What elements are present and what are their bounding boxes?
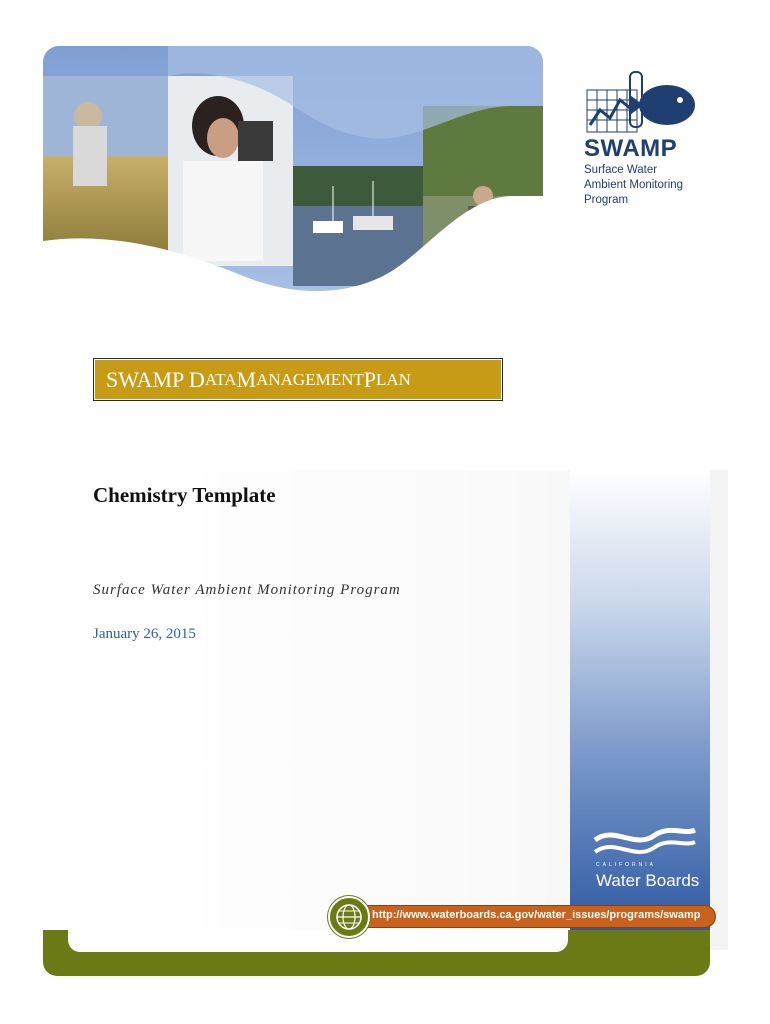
logo-subtitle-line-2: Ambient Monitoring (584, 179, 684, 191)
logo-subtitle-line-3: Program (584, 194, 629, 206)
plan-title-part: M (236, 366, 257, 392)
logo-title: SWAMP (584, 135, 678, 162)
water-boards-name: Water Boards (596, 871, 700, 890)
plan-title-part: ATA (204, 369, 237, 389)
swamp-logo-text (584, 136, 683, 207)
footer-cutout (68, 930, 568, 952)
logo-subtitle-line-1: Surface Water (584, 164, 658, 176)
plan-title-part: LAN (376, 369, 411, 389)
cover-photo-banner (43, 46, 543, 300)
plan-title-part: P (363, 366, 376, 392)
globe-icon (328, 896, 370, 938)
document-subtitle: Surface Water Ambient Monitoring Program (93, 582, 401, 598)
plan-title-box (93, 358, 503, 401)
document-title: Chemistry Template (93, 483, 276, 507)
plan-title-part: SWAMP D (106, 366, 205, 392)
water-boards-state: CALIFORNIA (596, 862, 657, 868)
website-link[interactable]: http://www.waterboards.ca.gov/water_issues/programs/swamp (372, 909, 701, 921)
document-date: January 26, 2015 (93, 626, 196, 642)
plan-title-part: ANAGEMENT (256, 369, 364, 389)
